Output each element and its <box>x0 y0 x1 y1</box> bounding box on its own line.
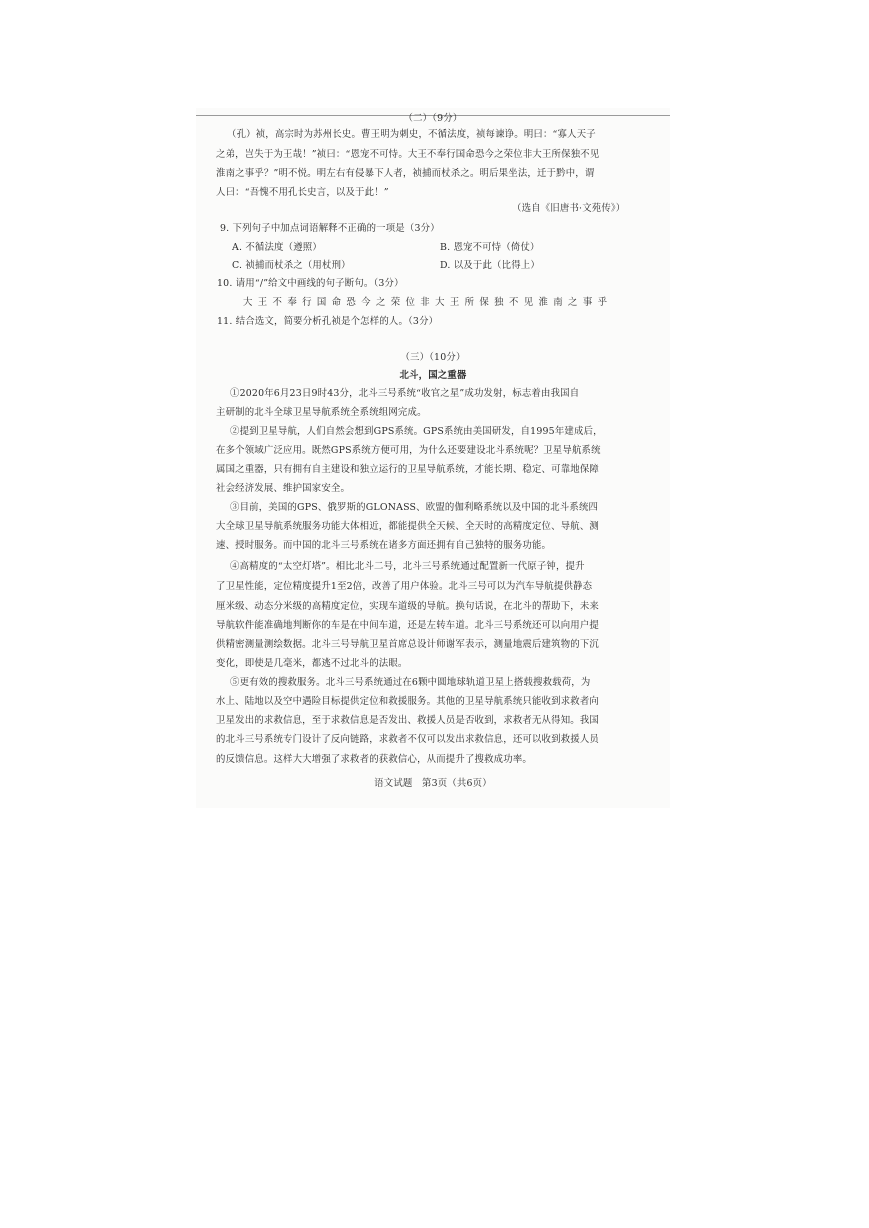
question-9-option-d: D. 以及于此（比得上） <box>440 260 540 271</box>
article-line: 厘米级、动态分米级的高精度定位，实现车道级的导航。换句话说，在北斗的帮助下，未来 <box>216 601 600 612</box>
article-line: ⑤更有效的搜救服务。北斗三号系统通过在6颗中圆地球轨道卫星上搭载搜救载荷，为 <box>230 677 591 688</box>
article-line: ②提到卫星导航，人们自然会想到GPS系统。GPS系统由美国研发，自1995年建成后， <box>230 426 603 437</box>
article-line: 了卫星性能，定位精度提升1至2倍，改善了用户体验。北斗三号可以为汽车导航提供静态 <box>216 581 593 592</box>
article-line: 供精密测量测绘数据。北斗三号导航卫星首席总设计师谢军表示，测量地震后建筑物的下沉 <box>216 639 600 650</box>
article-line: 的北斗三号系统专门设计了反向链路，求救者不仅可以发出求救信息，还可以收到救援人员 <box>216 734 600 745</box>
passage-line: （孔）祯，高宗时为苏州长史。曹王明为刺史，不循法度，祯每谏诤。明曰：“寡人天子 <box>227 129 596 140</box>
passage-source: （选自《旧唐书·文苑传》） <box>512 203 626 214</box>
question-11-stem: 11. 结合选文，简要分析孔祯是个怎样的人。（3分） <box>217 316 439 327</box>
question-9-option-b: B. 恩宠不可恃（倚仗） <box>440 242 540 253</box>
article-line: ①2020年6月23日9时43分，北斗三号系统“收官之星”成功发射，标志着由我国自 <box>230 388 580 399</box>
passage-line: 之弟，岂失于为王哉！”祯曰：“恩宠不可恃。大王不奉行国命恐今之荣位非大王所保独不见 <box>216 149 600 160</box>
article-line: ④高精度的“太空灯塔”。相比北斗二号，北斗三号系统通过配置新一代原子钟，提升 <box>230 561 585 572</box>
article-line: 在多个领域广泛应用。既然GPS系统方便可用，为什么还要建设北斗系统呢？卫星导航系统 <box>216 445 601 456</box>
article-line: 的反馈信息。这样大大增强了求救者的获救信心，从而提升了搜救成功率。 <box>216 754 532 765</box>
question-10-sentence: 大王不奉行国命恐今之荣位非大王所保独不见淮南之事乎 <box>243 297 613 308</box>
article-line: 速、授时服务。而中国的北斗三号系统在诸多方面还拥有自己独特的服务功能。 <box>216 540 552 551</box>
article-line: 主研制的北斗全球卫星导航系统全系统组网完成。 <box>216 407 427 418</box>
article-line: 导航软件能准确地判断你的车是在中间车道，还是左转车道。北斗三号系统还可以向用户提 <box>216 620 600 631</box>
section3-heading: （三）（10分） <box>400 352 466 363</box>
article-line: 变化，即使是几毫米，都逃不过北斗的法眼。 <box>216 658 408 669</box>
page-footer: 语文试题 第3页（共6页） <box>374 778 492 789</box>
article-line: 社会经济发展、维护国家安全。 <box>216 483 351 494</box>
question-9-stem: 9. 下列句子中加点词语解释不正确的一项是（3分） <box>220 223 440 234</box>
article-line: 大全球卫星导航系统服务功能大体相近，都能提供全天候、全天时的高精度定位、导航、测 <box>216 521 600 532</box>
question-9-option-c: C. 祯捕而杖杀之（用杖刑） <box>232 260 351 271</box>
article-title: 北斗，国之重器 <box>399 370 467 381</box>
section2-heading: （二）（9分） <box>403 113 463 124</box>
question-10-stem: 10. 请用“/”给文中画线的句子断句。（3分） <box>217 278 404 289</box>
article-line: 属国之重器，只有拥有自主建设和独立运行的卫星导航系统，才能长期、稳定、可靠地保障 <box>216 464 600 475</box>
article-line: 水上、陆地以及空中遇险目标提供定位和救援服务。其他的卫星导航系统只能收到求救者向 <box>216 696 600 707</box>
passage-line: 淮南之事乎？”明不悦。明左右有侵暴下人者，祯捕而杖杀之。明后果坐法，迁于黔中，谓 <box>216 168 595 179</box>
passage-line: 人曰：“吾愧不用孔长史言，以及于此！” <box>216 187 389 198</box>
question-9-option-a: A. 不循法度（遵照） <box>232 242 322 253</box>
article-line: ③目前，美国的GPS、俄罗斯的GLONASS、欧盟的伽利略系统以及中国的北斗系统四 <box>230 502 599 513</box>
article-line: 卫星发出的求救信息，至于求救信息是否发出、救援人员是否收到，求救者无从得知。我国 <box>216 715 600 726</box>
